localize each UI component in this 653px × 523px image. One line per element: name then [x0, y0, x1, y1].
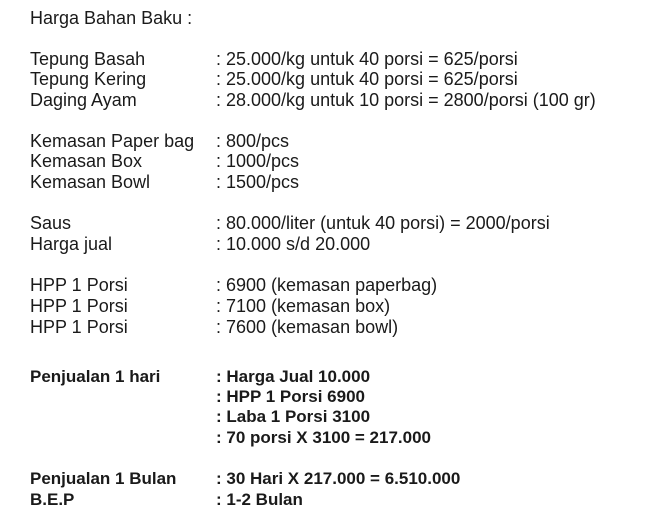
penjualan-hari-line: : Laba 1 Porsi 3100 [216, 407, 371, 426]
row-penjualan-bulan [30, 469, 650, 489]
row-penjualan-hari-1 [30, 367, 650, 387]
item-value: : 800/pcs [216, 131, 290, 151]
item-label: HPP 1 Porsi [30, 296, 128, 316]
row-saus [30, 213, 650, 233]
item-value: : 28.000/kg untuk 10 porsi = 2800/porsi (100 gr) [216, 90, 596, 110]
item-label: Daging Ayam [30, 90, 137, 110]
item-label: Kemasan Paper bag [30, 131, 195, 151]
row-kemasan-paper-bag [30, 131, 650, 151]
row-hpp-bowl [30, 317, 650, 337]
item-label: Saus [30, 213, 72, 233]
item-value: : 25.000/kg untuk 40 porsi = 625/porsi [216, 49, 518, 69]
penjualan-bulan-label: Penjualan 1 Bulan [30, 469, 177, 488]
row-bep [30, 490, 650, 510]
item-value: : 7100 (kemasan box) [216, 296, 391, 316]
penjualan-hari-line: : HPP 1 Porsi 6900 [216, 387, 365, 406]
row-tepung-basah [30, 49, 650, 69]
item-value: : 25.000/kg untuk 40 porsi = 625/porsi [216, 69, 518, 89]
item-label: HPP 1 Porsi [30, 317, 128, 337]
penjualan-hari-line: : 70 porsi X 3100 = 217.000 [216, 428, 432, 447]
item-label: Tepung Kering [30, 69, 147, 89]
row-harga-jual [30, 234, 650, 254]
item-label: Tepung Basah [30, 49, 146, 69]
item-value: : 6900 (kemasan paperbag) [216, 275, 438, 295]
item-label: Harga jual [30, 234, 113, 254]
row-hpp-paperbag [30, 275, 650, 295]
item-value: : 10.000 s/d 20.000 [216, 234, 371, 254]
item-value: : 7600 (kemasan bowl) [216, 317, 399, 337]
row-tepung-kering [30, 69, 650, 89]
document-title: Harga Bahan Baku : [30, 8, 193, 28]
bep-value: : 1-2 Bulan [216, 490, 303, 509]
row-kemasan-bowl [30, 172, 650, 192]
penjualan-bulan-value: : 30 Hari X 217.000 = 6.510.000 [216, 469, 461, 488]
item-value: : 1000/pcs [216, 151, 300, 171]
row-penjualan-hari-4 [30, 428, 650, 448]
item-value: : 1500/pcs [216, 172, 300, 192]
row-daging-ayam [30, 90, 650, 110]
row-kemasan-box [30, 151, 650, 171]
row-penjualan-hari-2 [30, 387, 650, 407]
penjualan-hari-label: Penjualan 1 hari [30, 367, 161, 386]
row-penjualan-hari-3 [30, 407, 650, 427]
item-value: : 80.000/liter (untuk 40 porsi) = 2000/porsi [216, 213, 550, 233]
item-label: HPP 1 Porsi [30, 275, 128, 295]
item-label: Kemasan Box [30, 151, 143, 171]
penjualan-hari-line: : Harga Jual 10.000 [216, 367, 371, 386]
bep-label: B.E.P [30, 490, 75, 509]
item-label: Kemasan Bowl [30, 172, 151, 192]
row-hpp-box [30, 296, 650, 316]
